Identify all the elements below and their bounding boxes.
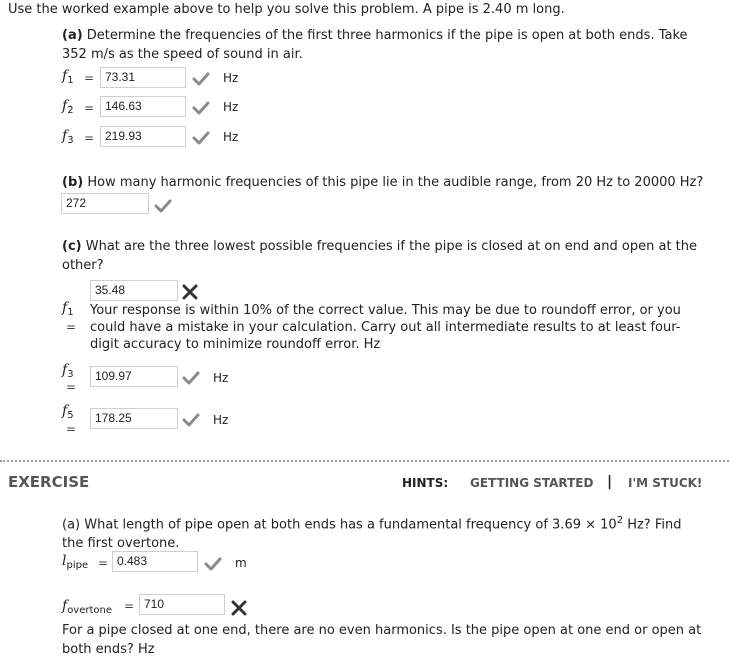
exercise-question-text: (a) What length of pipe open at both ends has a fundamental frequency of 3.69 × 10 bbox=[62, 517, 617, 533]
length-unit: m bbox=[235, 556, 247, 570]
var-f1: $f_1$ bbox=[62, 300, 74, 318]
eq-sign: = bbox=[124, 599, 135, 613]
pipe-length-field[interactable]: 0.483 bbox=[112, 551, 198, 572]
part-c-question bbox=[62, 237, 712, 275]
exercise-question-a bbox=[62, 511, 712, 553]
check-icon bbox=[182, 412, 200, 428]
overtone-field[interactable]: 710 bbox=[139, 594, 225, 615]
feedback-line1: Your response is within 10% of the correct value. This may be due to roundoff error, or you bbox=[90, 303, 681, 318]
check-icon bbox=[182, 370, 200, 386]
check-icon bbox=[192, 130, 210, 146]
f2-answer-field[interactable]: 146.63 bbox=[100, 96, 186, 117]
exercise-question-text-end: Hz? Find bbox=[623, 517, 682, 533]
feedback-line1: For a pipe closed at one end, there are no even harmonics. Is the pipe open at one end or open at bbox=[62, 623, 702, 638]
var-f5: $f_5$ bbox=[62, 403, 74, 421]
part-c-text-line2: other? bbox=[62, 258, 104, 273]
check-icon bbox=[192, 71, 210, 87]
eq-sign: = bbox=[84, 71, 95, 85]
problem-intro: Use the worked example above to help you solve this problem. A pipe is 2.40 m long. bbox=[8, 2, 565, 17]
closed-f5-answer-field[interactable]: 178.25 bbox=[90, 408, 178, 429]
part-b-label: (b) bbox=[62, 175, 84, 190]
overtone-feedback bbox=[62, 621, 722, 659]
f1-feedback bbox=[90, 302, 710, 353]
section-divider bbox=[0, 460, 729, 462]
eq-sign: = bbox=[66, 422, 77, 436]
part-a-text-line1: Determine the frequencies of the first three harmonics if the pipe is open at both ends. Take bbox=[86, 28, 688, 43]
f1-unit: Hz bbox=[223, 71, 239, 85]
closed-f3-answer-field[interactable]: 109.97 bbox=[90, 366, 178, 387]
check-icon bbox=[154, 198, 172, 214]
f3-unit: Hz bbox=[223, 130, 239, 144]
part-b-question bbox=[62, 173, 703, 192]
part-a-label: (a) bbox=[62, 28, 83, 43]
part-c-label: (c) bbox=[62, 239, 82, 254]
eq-sign: = bbox=[84, 131, 95, 145]
check-icon bbox=[204, 556, 222, 572]
eq-sign: = bbox=[66, 320, 77, 334]
feedback-line2: could have a mistake in your calculation. Carry out all intermediate results to at least four- bbox=[90, 320, 681, 335]
f5-unit: Hz bbox=[213, 413, 229, 427]
harmonic-count-field[interactable]: 272 bbox=[61, 193, 149, 214]
var-f-overtone: $f_{overtone}$ bbox=[62, 598, 113, 616]
hint-separator: | bbox=[607, 474, 613, 490]
part-a-question bbox=[62, 26, 712, 64]
f3-unit: Hz bbox=[213, 371, 229, 385]
eq-sign: = bbox=[98, 556, 109, 570]
exponent: 2 bbox=[616, 515, 624, 526]
var-f1: $f_1$ bbox=[62, 68, 74, 86]
feedback-line2: both ends? Hz bbox=[62, 642, 155, 657]
var-f2: $f_2$ bbox=[62, 98, 74, 116]
cross-icon bbox=[230, 600, 248, 616]
exercise-question-line2: the first overtone. bbox=[62, 536, 180, 552]
f3-answer-field[interactable]: 219.93 bbox=[100, 126, 186, 147]
var-l-pipe: $l_{pipe}$ bbox=[62, 553, 89, 571]
cross-icon bbox=[181, 284, 199, 300]
hints-label: HINTS: bbox=[402, 476, 449, 490]
eq-sign: = bbox=[84, 101, 95, 115]
im-stuck-link[interactable]: I'M STUCK! bbox=[628, 476, 703, 490]
closed-f1-answer-field[interactable]: 35.48 bbox=[90, 280, 178, 301]
eq-sign: = bbox=[66, 380, 77, 394]
var-f3: $f_3$ bbox=[62, 362, 74, 380]
part-a-text-line2: 352 m/s as the speed of sound in air. bbox=[62, 47, 303, 62]
var-f3: $f_3$ bbox=[62, 128, 74, 146]
part-b-text: How many harmonic frequencies of this pipe lie in the audible range, from 20 Hz to 20000 Hz? bbox=[87, 175, 704, 190]
exercise-title: EXERCISE bbox=[8, 473, 90, 491]
getting-started-link[interactable]: GETTING STARTED bbox=[470, 476, 594, 490]
f2-unit: Hz bbox=[223, 100, 239, 114]
f1-answer-field[interactable]: 73.31 bbox=[100, 67, 186, 88]
part-c-text-line1: What are the three lowest possible frequencies if the pipe is closed at on end and open at the bbox=[85, 239, 698, 254]
check-icon bbox=[192, 100, 210, 116]
feedback-line3: digit accuracy to minimize roundoff error. Hz bbox=[90, 337, 381, 352]
